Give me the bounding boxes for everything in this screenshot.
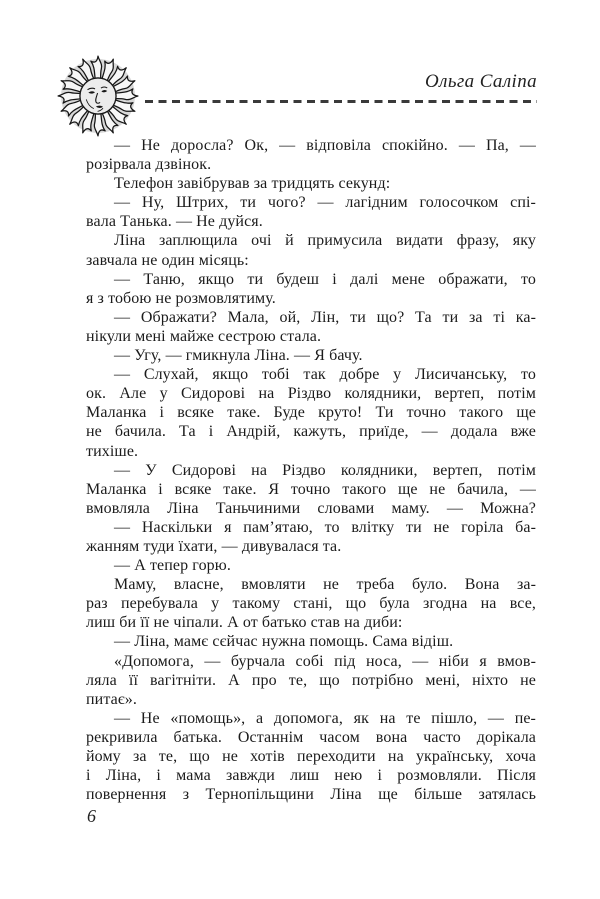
text-line: вмовляла Ліна Таньчиними словами маму. — Можна? bbox=[86, 499, 536, 517]
text-line: рекривила батька. Останнім часом вона часто дорікала bbox=[86, 728, 536, 746]
text-line: нікули мені майже сестрою стала. bbox=[86, 327, 322, 345]
text-line: розірвала дзвінок. bbox=[86, 156, 212, 174]
text-line: — Ображати? Мала, ой, Лін, ти що? Та ти за ті ка- bbox=[114, 308, 536, 326]
paragraph bbox=[86, 461, 536, 518]
text-line: ок. Але у Сидорові на Різдво колядники, вертеп, потім bbox=[86, 385, 536, 403]
paragraph bbox=[86, 136, 536, 174]
paragraph bbox=[86, 174, 536, 193]
paragraph bbox=[86, 365, 536, 460]
text-line: питає». bbox=[86, 690, 137, 708]
text-line: Маланка і всяке таке. Буде круто! Ти точно такого ще bbox=[86, 404, 536, 422]
text-line: — Не доросла? Ок, — відповіла спокійно. — Па, — bbox=[114, 137, 536, 154]
author-name: Ольга Саліпа bbox=[425, 71, 537, 92]
page-number: 6 bbox=[87, 806, 96, 826]
paragraph bbox=[86, 346, 536, 365]
paragraph bbox=[86, 231, 536, 269]
text-line: не бачила. Та і Андрій, кажуть, приїде, — додала вже bbox=[86, 423, 536, 441]
text-line: — Таню, якщо ти будеш і далі мене ображати, то bbox=[114, 270, 536, 288]
text-line: Маланка і всяке таке. Я точно такого ще не бачила, — bbox=[86, 480, 536, 498]
text-line: Ліна заплющила очі й примусила видати фразу, яку bbox=[114, 232, 536, 250]
text-line: я з тобою не розмовлятиму. bbox=[86, 289, 276, 307]
sun-face-svg bbox=[56, 53, 140, 139]
dashed-divider bbox=[145, 100, 537, 103]
text-line: — Слухай, якщо тобі так добре у Лисичанську, то bbox=[114, 366, 536, 384]
text-line: Телефон завібрував за тридцять секунд: bbox=[114, 175, 391, 193]
text-line: — Угу, — гмикнула Ліна. — Я бачу. bbox=[114, 347, 363, 365]
paragraph bbox=[86, 709, 536, 804]
paragraph bbox=[86, 270, 536, 308]
text-line: Маму, власне, вмовляти не треба було. Вона за- bbox=[114, 576, 536, 594]
paragraph bbox=[86, 308, 536, 346]
text-line: завчала не один місяць: bbox=[86, 251, 249, 269]
text-line: тихіше. bbox=[86, 442, 139, 460]
text-line: — А тепер горю. bbox=[114, 557, 231, 575]
text-line: ляла її вагітніти. А про те, що потрібно мені, ніхто не bbox=[86, 671, 536, 689]
body-text bbox=[86, 136, 536, 804]
text-line: — У Сидорові на Різдво колядники, вертеп, потім bbox=[114, 461, 536, 479]
text-line: йому за те, що не хотів переходити на українську, хоча bbox=[86, 748, 536, 765]
text-line: повернення з Тернопільщини Ліна ще більше затялась bbox=[86, 786, 536, 804]
text-line: жанням туди їхати, — дивувалася та. bbox=[86, 537, 342, 555]
text-line: «Допомога, — бурчала собі під носа, — ніби я вмов- bbox=[114, 652, 536, 670]
text-line: — Не «помощь», а допомога, як на те пішло, — пе- bbox=[114, 709, 536, 727]
sun-face-ornament-icon bbox=[56, 53, 140, 139]
text-line: — Ліна, мамє сєйчас нужна помощь. Сама відіш. bbox=[114, 633, 454, 651]
text-line: — Наскільки я пам’ятаю, то влітку ти не горіла ба- bbox=[114, 518, 536, 536]
text-line: лиш би її не чіпали. А от батько став на диби: bbox=[86, 614, 403, 632]
paragraph bbox=[86, 652, 536, 709]
text-line: — Ну, Штрих, ти чого? — лагідним голосочком спі- bbox=[114, 194, 536, 212]
paragraph bbox=[86, 518, 536, 556]
text-line: і Ліна, і мама завжди лиш нею і розмовляли. Після bbox=[86, 767, 536, 785]
paragraph bbox=[86, 193, 536, 231]
paragraph bbox=[86, 575, 536, 632]
paragraph bbox=[86, 632, 536, 651]
text-line: вала Танька. — Не дуйся. bbox=[86, 213, 263, 231]
text-line: раз перебувала у такому стані, що була згодна на все, bbox=[86, 595, 536, 613]
paragraph bbox=[86, 556, 536, 575]
